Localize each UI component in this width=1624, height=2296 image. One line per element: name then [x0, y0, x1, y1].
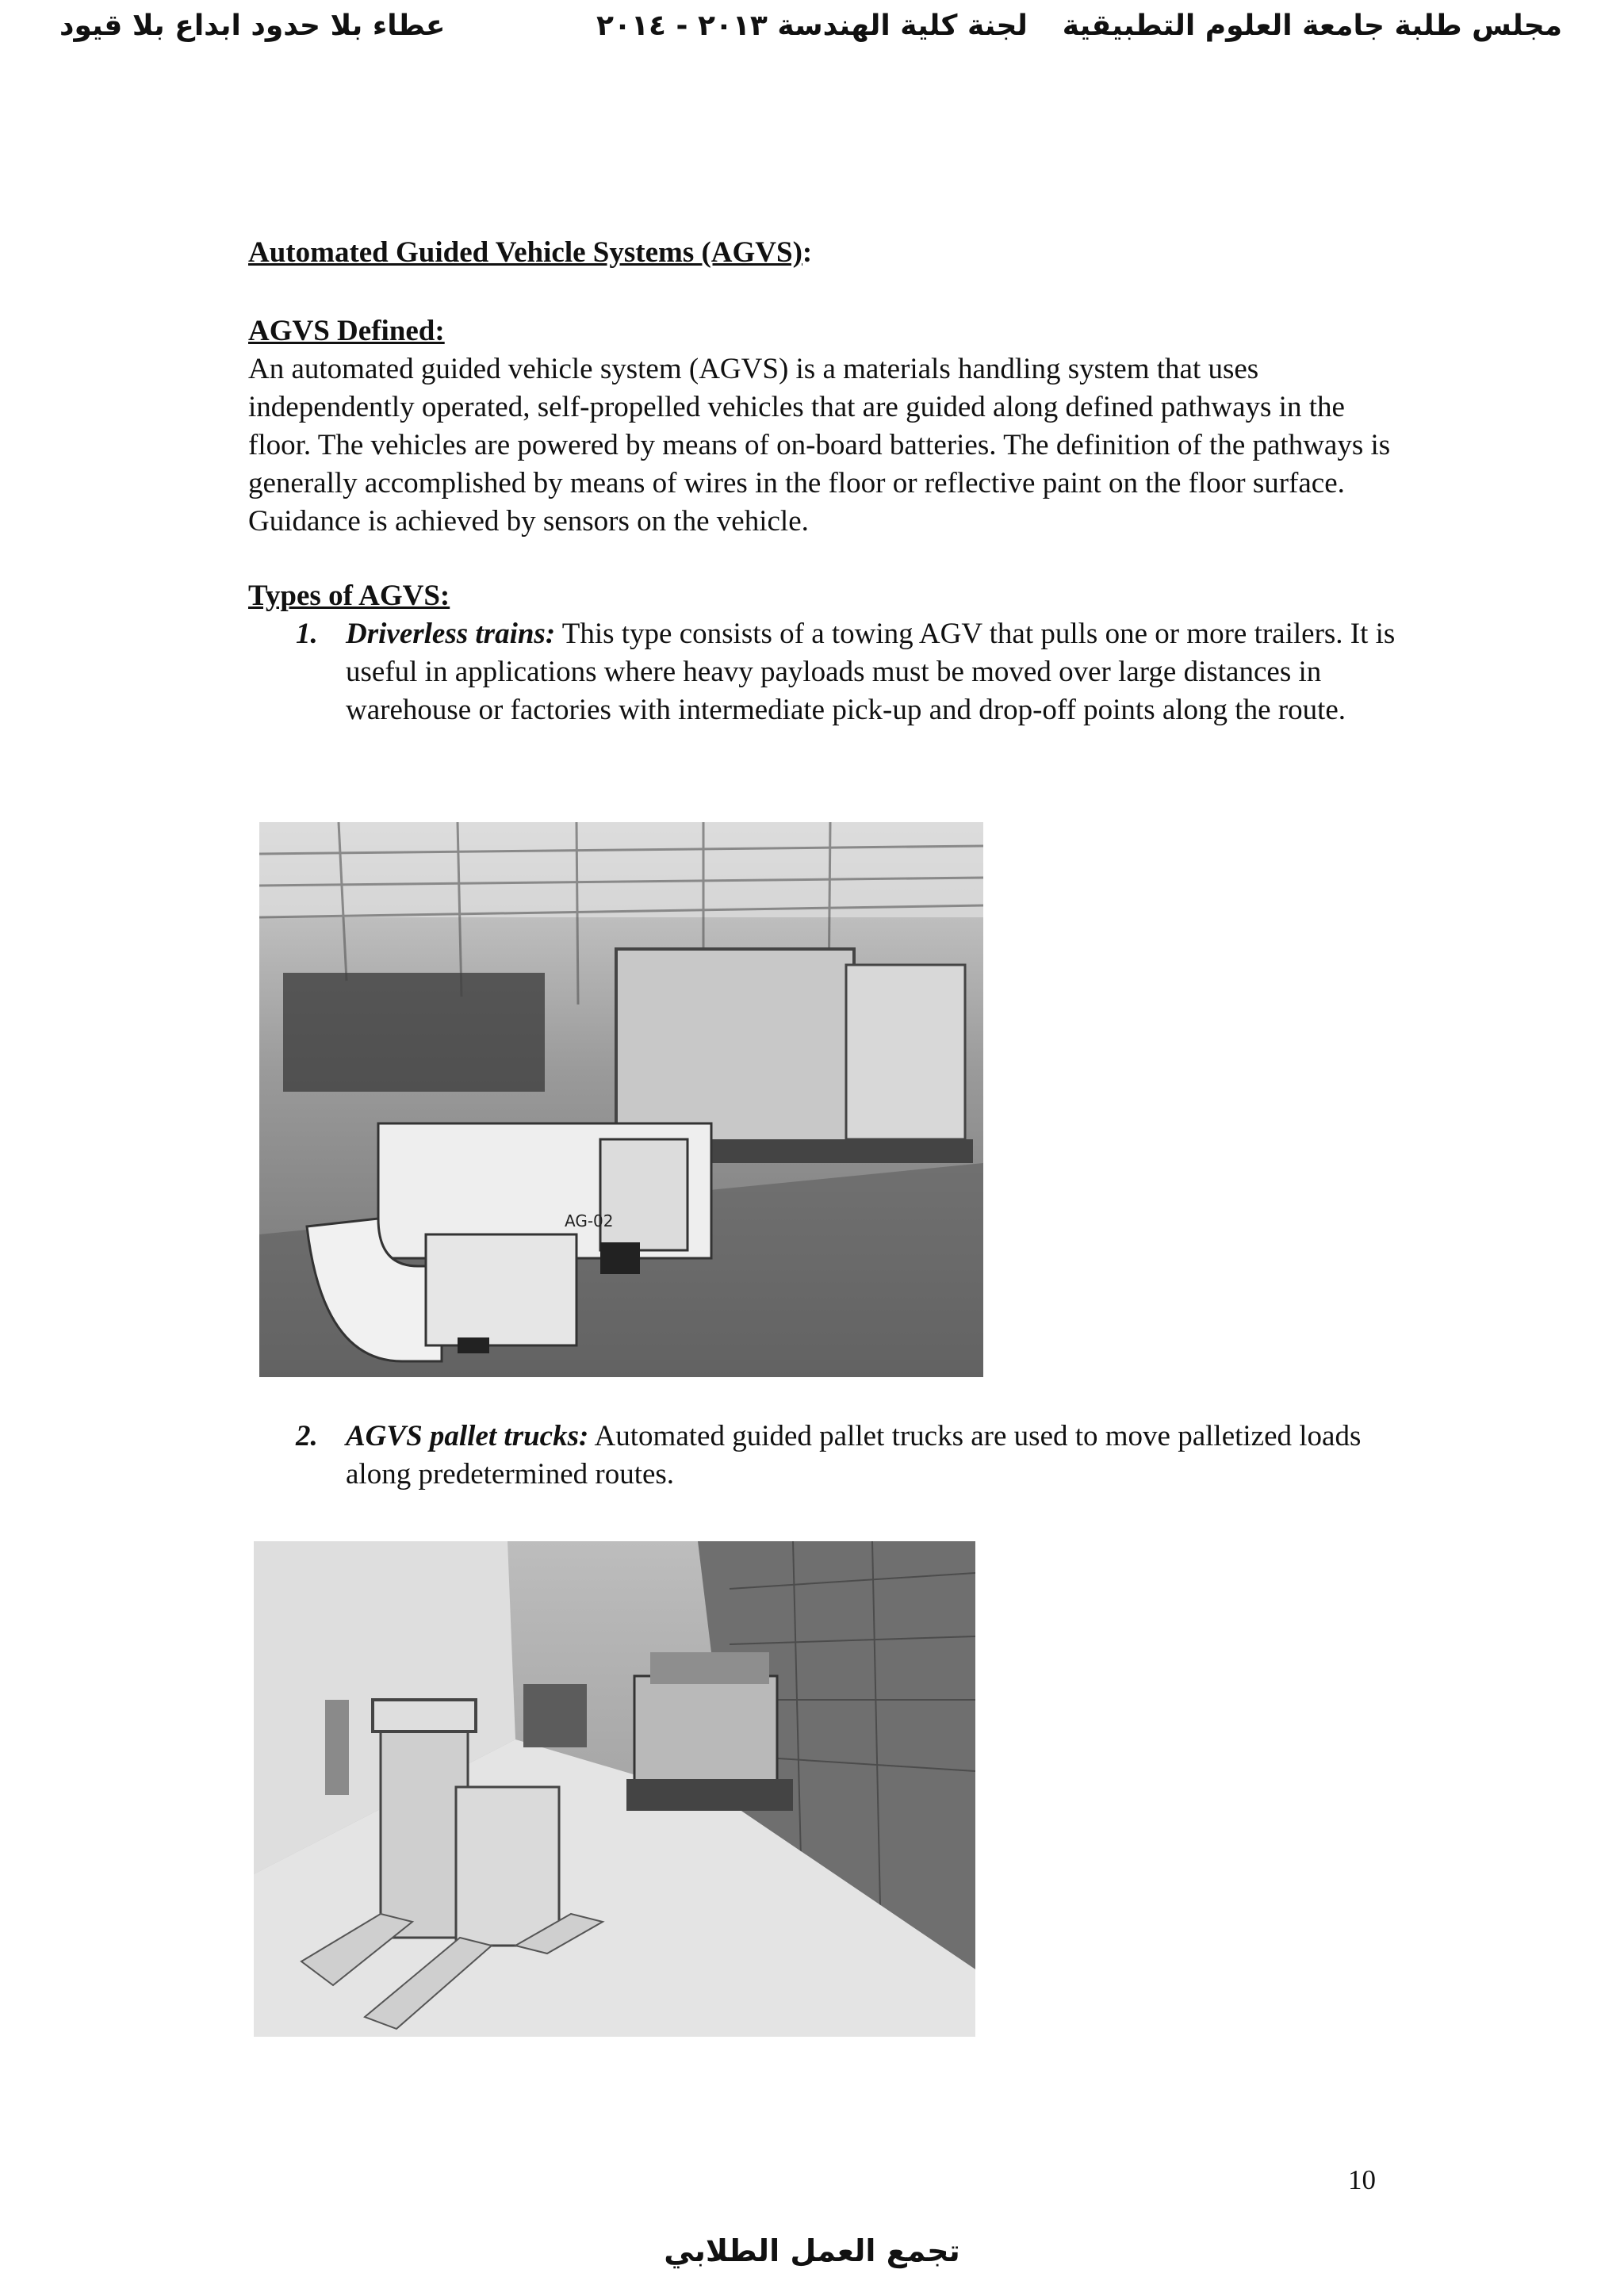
- list-item-body: [296, 1418, 1406, 1494]
- list-item-text: Automated guided pallet trucks are used to move palletized loads along predetermined routes.: [346, 1420, 1362, 1490]
- definition-paragraph: An automated guided vehicle system (AGVS) is a materials handling system that uses independently operated, self-propelled vehicles that are guided along defined pathways in the floor. The vehicles are powered by means of on-board batteries. The definition of the pathways is generally accomplished by means of wires in the floor or reflective paint on the floor surface. Guidance is achieved by sensors on the vehicle.: [248, 353, 1391, 538]
- list-item-driverless-trains: [296, 615, 1406, 729]
- list-item-term: AGVS pallet trucks:: [346, 1420, 589, 1452]
- list-item-term: Driverless trains:: [346, 618, 556, 650]
- driverless-train-photo: [259, 822, 983, 1377]
- list-item-body: [296, 615, 1406, 729]
- pallet-truck-illustration: [254, 1541, 975, 2037]
- document-title: Automated Guided Vehicle Systems (AGVS): [248, 236, 802, 269]
- document-title-colon: :: [802, 236, 813, 269]
- types-heading: Types of AGVS:: [248, 580, 450, 612]
- driverless-train-illustration: [259, 822, 983, 1377]
- agv-label: AG-02: [565, 1211, 614, 1230]
- list-item-number: 1.: [296, 618, 318, 650]
- pallet-truck-photo: [254, 1541, 975, 2037]
- document-title-line: [248, 234, 1398, 272]
- header-center-committee: لجنة كلية الهندسة ٢٠١٣ - ٢٠١٤: [596, 10, 1028, 42]
- list-item-agvs-pallet-trucks: [296, 1418, 1406, 1494]
- page-number: 10: [1348, 2164, 1376, 2195]
- list-item-text: This type consists of a towing AGV that pulls one or more trailers. It is useful in applications where heavy payloads must be moved over large distances in warehouse or factories with intermediate pick-up and drop-off points along the route.: [346, 618, 1396, 726]
- list-item-number: 2.: [296, 1420, 318, 1452]
- definition-heading: AGVS Defined:: [248, 315, 445, 347]
- header-left-slogan: عطاء بلا حدود ابداع بلا قيود: [59, 10, 446, 42]
- footer-student-group: تجمع العمل الطلابي: [664, 2233, 960, 2268]
- header-right-council: مجلس طلبة جامعة العلوم التطبيقية: [1062, 10, 1562, 42]
